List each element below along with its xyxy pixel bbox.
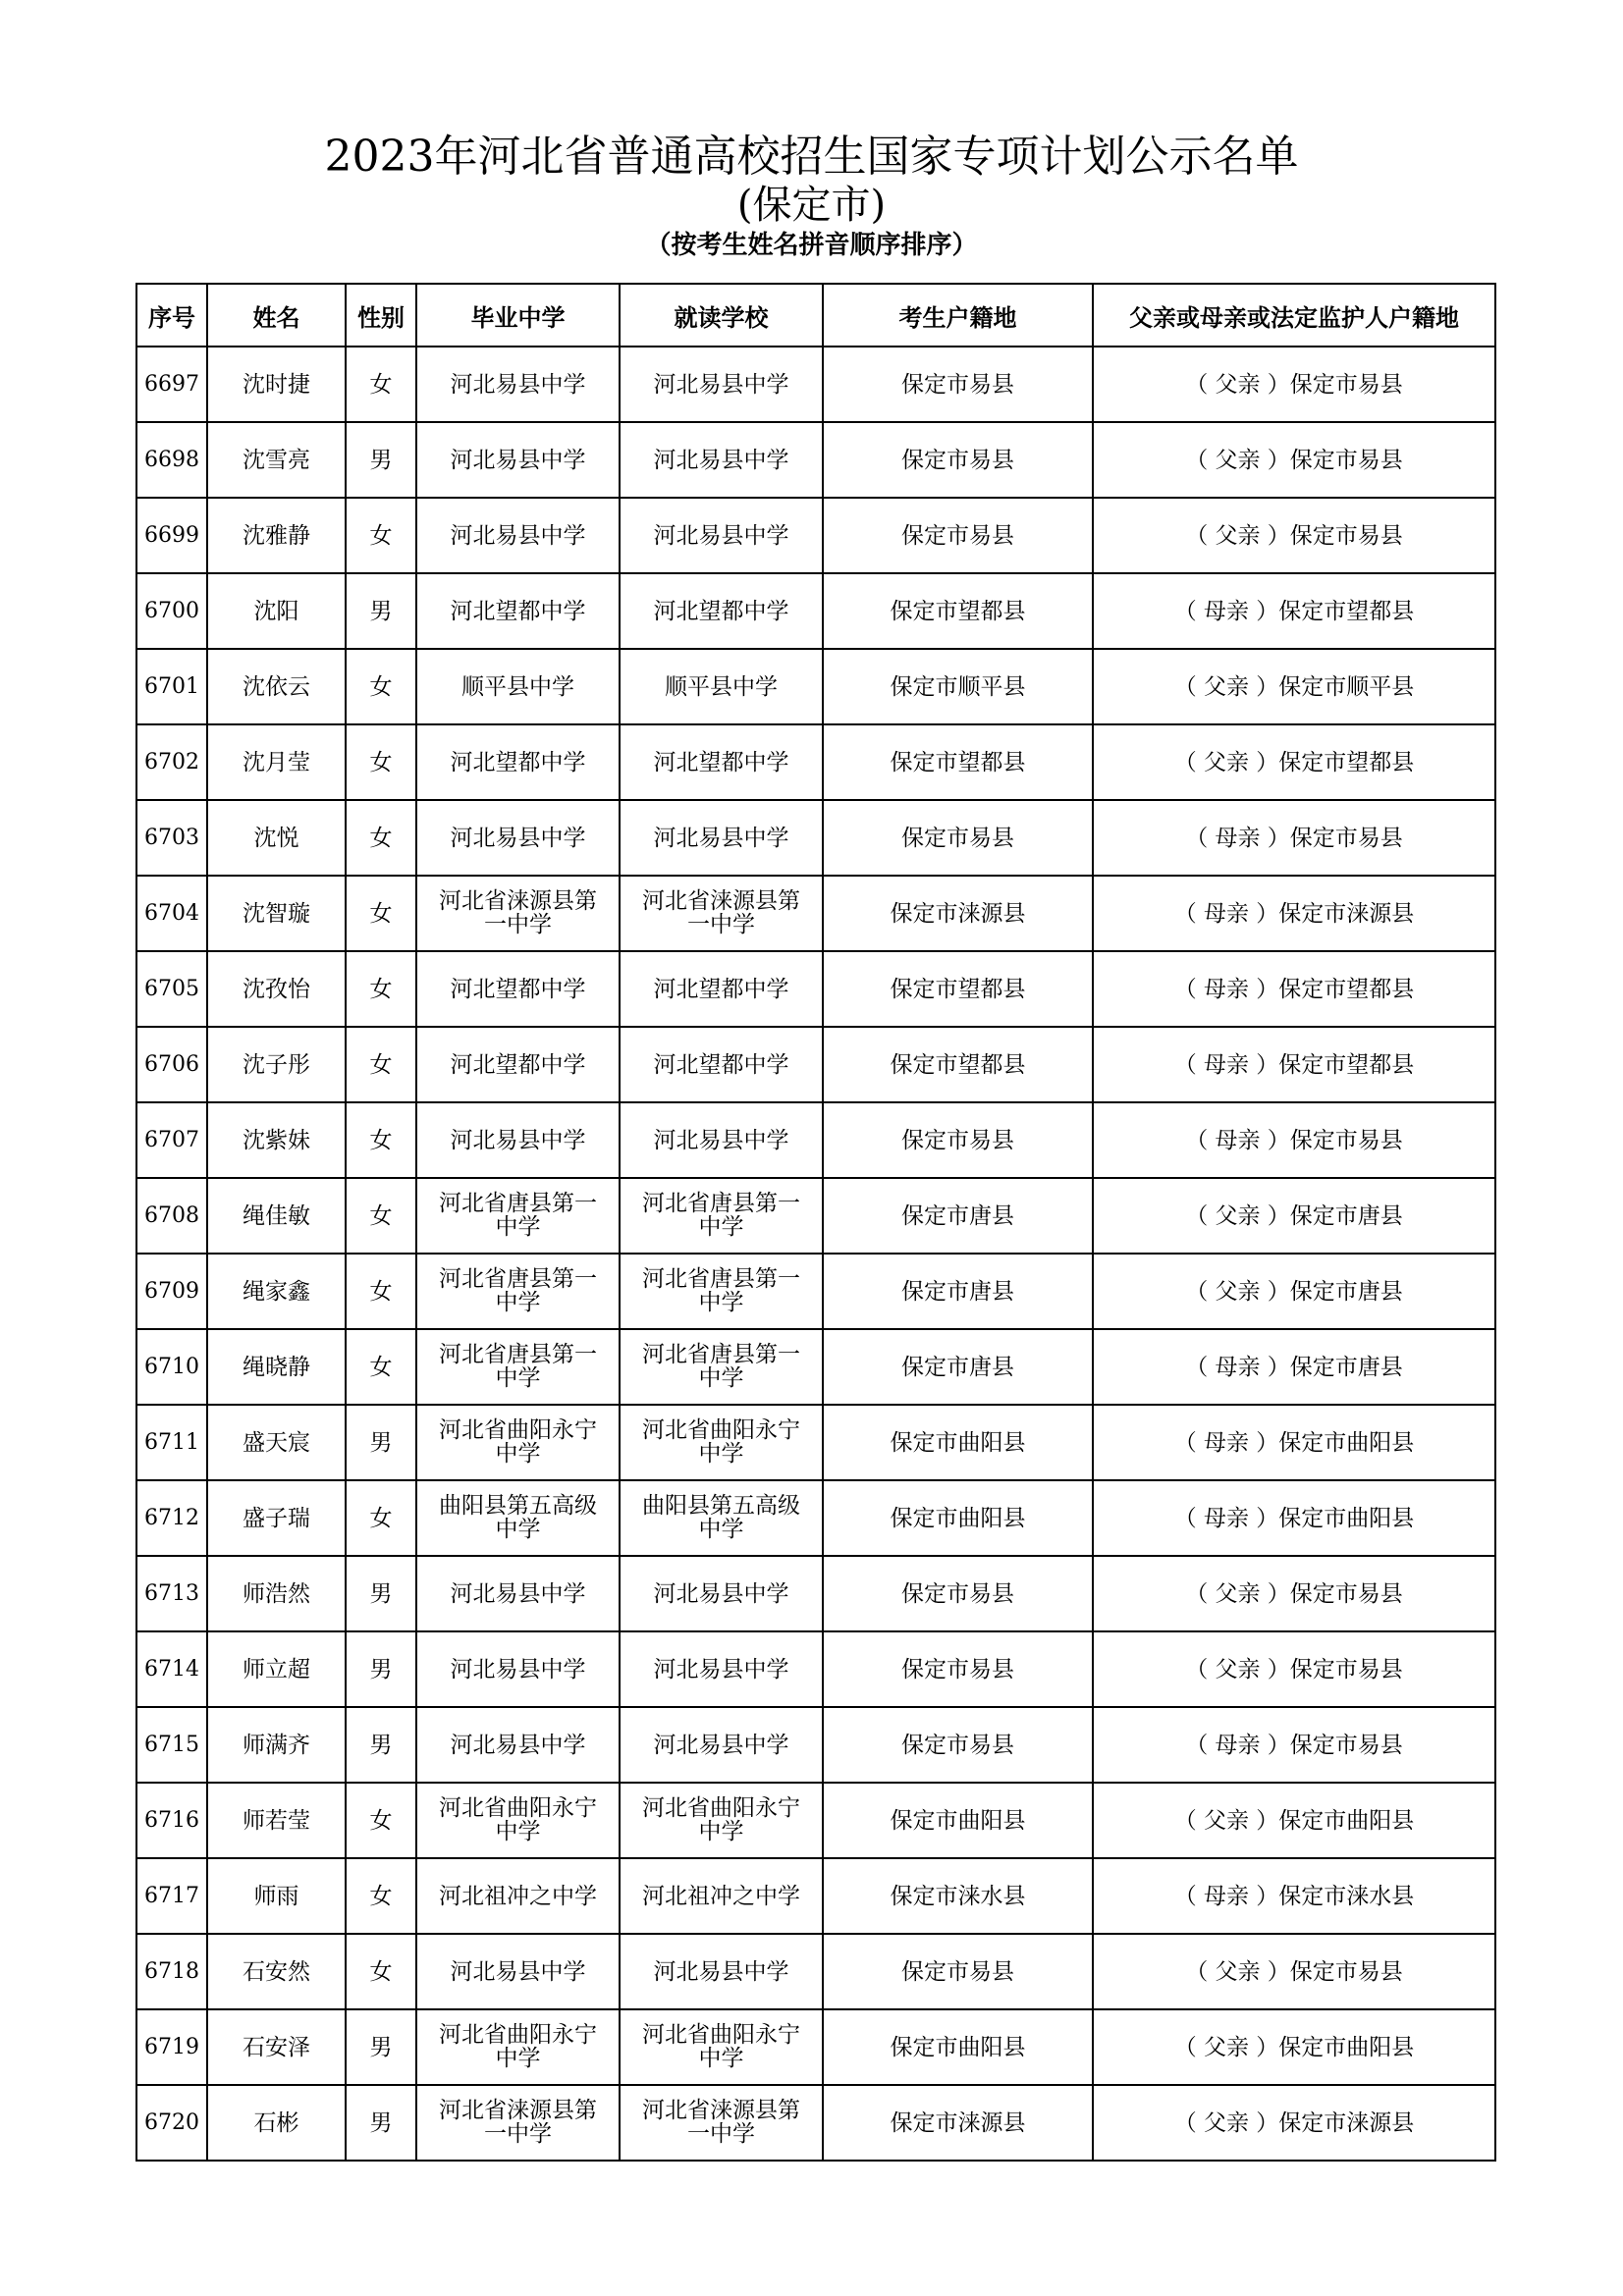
- cell-graduated-school-text: 曲阳县第五高级中学: [439, 1493, 597, 1542]
- cell-current-school-text: 河北省涞源县第一中学: [642, 2098, 800, 2147]
- cell-current-school: [620, 1631, 823, 1707]
- cell-index: 6712: [136, 1480, 207, 1556]
- cell-graduated-school: [416, 1027, 620, 1102]
- cell-index: 6718: [136, 1934, 207, 2009]
- cell-gender: 男: [346, 1631, 416, 1707]
- cell-graduated-school: [416, 1556, 620, 1631]
- cell-name: 石彬: [207, 2085, 346, 2161]
- cell-graduated-school-text: 河北望都中学: [450, 749, 586, 775]
- document-title: 2023年河北省普通高校招生国家专项计划公示名单: [324, 132, 1299, 182]
- cell-gender: 女: [346, 1254, 416, 1329]
- cell-graduated-school-text: 河北省涞源县第一中学: [439, 888, 597, 937]
- cell-graduated-school: [416, 1178, 620, 1254]
- cell-graduated-school-text: 河北易县中学: [450, 447, 586, 473]
- cell-index: 6720: [136, 2085, 207, 2161]
- cell-guardian-registration: （ 父亲 ）保定市曲阳县: [1093, 2009, 1495, 2085]
- header-current-school: 就读学校: [620, 284, 823, 347]
- cell-current-school-text: 河北望都中学: [653, 976, 789, 1002]
- cell-current-school-text: 顺平县中学: [665, 673, 778, 700]
- cell-index: 6700: [136, 573, 207, 649]
- cell-household-registration: 保定市易县: [823, 347, 1093, 422]
- cell-graduated-school: [416, 724, 620, 800]
- cell-current-school-text: 河北易县中学: [653, 1127, 789, 1153]
- cell-current-school-text: 河北祖冲之中学: [642, 1883, 800, 1909]
- cell-current-school-text: 河北易县中学: [653, 1732, 789, 1758]
- cell-current-school: [620, 1178, 823, 1254]
- table-row: [136, 951, 1495, 1027]
- cell-current-school: [620, 573, 823, 649]
- cell-gender: 女: [346, 1858, 416, 1934]
- cell-current-school: [620, 1480, 823, 1556]
- header-gender: 性别: [346, 284, 416, 347]
- cell-gender: 女: [346, 1783, 416, 1858]
- cell-gender: 男: [346, 1556, 416, 1631]
- cell-guardian-registration: （ 父亲 ）保定市易县: [1093, 1934, 1495, 2009]
- cell-index: 6717: [136, 1858, 207, 1934]
- cell-current-school: [620, 1934, 823, 2009]
- cell-name: 盛天宸: [207, 1405, 346, 1480]
- cell-household-registration: 保定市唐县: [823, 1178, 1093, 1254]
- cell-household-registration: 保定市望都县: [823, 951, 1093, 1027]
- header-graduated-school: 毕业中学: [416, 284, 620, 347]
- table-row: [136, 1480, 1495, 1556]
- cell-current-school-text: 河北省曲阳永宁中学: [642, 2022, 800, 2071]
- cell-name: 盛子瑞: [207, 1480, 346, 1556]
- cell-guardian-registration: （ 母亲 ）保定市易县: [1093, 1707, 1495, 1783]
- cell-gender: 女: [346, 649, 416, 724]
- cell-name: 绳佳敏: [207, 1178, 346, 1254]
- cell-current-school-text: 河北望都中学: [653, 1051, 789, 1078]
- cell-name: 沈智璇: [207, 876, 346, 951]
- cell-household-registration: 保定市唐县: [823, 1329, 1093, 1405]
- cell-guardian-registration: （ 父亲 ）保定市曲阳县: [1093, 1783, 1495, 1858]
- cell-current-school-text: 河北易县中学: [653, 1580, 789, 1607]
- table-row: [136, 2009, 1495, 2085]
- cell-household-registration: 保定市易县: [823, 800, 1093, 876]
- table-header-row: [136, 284, 1495, 347]
- cell-current-school-text: 曲阳县第五高级中学: [642, 1493, 800, 1542]
- cell-household-registration: 保定市曲阳县: [823, 1783, 1093, 1858]
- cell-current-school: [620, 347, 823, 422]
- table-row: [136, 1329, 1495, 1405]
- cell-graduated-school: [416, 422, 620, 498]
- cell-graduated-school-text: 河北省涞源县第一中学: [439, 2098, 597, 2147]
- cell-household-registration: 保定市曲阳县: [823, 1480, 1093, 1556]
- table-row: [136, 1102, 1495, 1178]
- cell-current-school-text: 河北易县中学: [653, 447, 789, 473]
- cell-graduated-school: [416, 573, 620, 649]
- cell-guardian-registration: （ 父亲 ）保定市易县: [1093, 347, 1495, 422]
- cell-gender: 女: [346, 1480, 416, 1556]
- cell-graduated-school: [416, 347, 620, 422]
- cell-current-school-text: 河北省曲阳永宁中学: [642, 1795, 800, 1844]
- table-row: [136, 1631, 1495, 1707]
- cell-graduated-school-text: 河北易县中学: [450, 1732, 586, 1758]
- cell-current-school-text: 河北望都中学: [653, 598, 789, 624]
- cell-graduated-school-text: 河北省曲阳永宁中学: [439, 1417, 597, 1467]
- cell-graduated-school-text: 河北易县中学: [450, 522, 586, 549]
- cell-current-school: [620, 422, 823, 498]
- cell-gender: 女: [346, 1027, 416, 1102]
- cell-graduated-school-text: 河北望都中学: [450, 1051, 586, 1078]
- cell-index: 6699: [136, 498, 207, 573]
- cell-index: 6719: [136, 2009, 207, 2085]
- cell-graduated-school-text: 河北省曲阳永宁中学: [439, 1795, 597, 1844]
- header-index: 序号: [136, 284, 207, 347]
- table-row: [136, 1934, 1495, 2009]
- cell-current-school-text: 河北省唐县第一中学: [642, 1342, 800, 1391]
- cell-current-school-text: 河北省曲阳永宁中学: [642, 1417, 800, 1467]
- cell-current-school-text: 河北省涞源县第一中学: [642, 888, 800, 937]
- cell-graduated-school-text: 河北望都中学: [450, 976, 586, 1002]
- cell-current-school: [620, 951, 823, 1027]
- cell-current-school: [620, 498, 823, 573]
- table-row: [136, 876, 1495, 951]
- table-row: [136, 1556, 1495, 1631]
- header-household-registration: 考生户籍地: [823, 284, 1093, 347]
- cell-graduated-school: [416, 876, 620, 951]
- cell-name: 沈时捷: [207, 347, 346, 422]
- cell-gender: 女: [346, 1178, 416, 1254]
- cell-guardian-registration: （ 母亲 ）保定市曲阳县: [1093, 1480, 1495, 1556]
- cell-graduated-school: [416, 800, 620, 876]
- cell-guardian-registration: （ 母亲 ）保定市唐县: [1093, 1329, 1495, 1405]
- roster-table: [135, 283, 1496, 2162]
- cell-graduated-school: [416, 1631, 620, 1707]
- cell-graduated-school-text: 河北易县中学: [450, 1580, 586, 1607]
- cell-household-registration: 保定市易县: [823, 1102, 1093, 1178]
- cell-graduated-school: [416, 649, 620, 724]
- cell-gender: 男: [346, 2009, 416, 2085]
- cell-current-school-text: 河北省唐县第一中学: [642, 1266, 800, 1315]
- table-row: [136, 649, 1495, 724]
- cell-current-school: [620, 1027, 823, 1102]
- cell-name: 师浩然: [207, 1556, 346, 1631]
- cell-gender: 男: [346, 1707, 416, 1783]
- cell-graduated-school-text: 河北省曲阳永宁中学: [439, 2022, 597, 2071]
- cell-guardian-registration: （ 父亲 ）保定市易县: [1093, 498, 1495, 573]
- cell-index: 6697: [136, 347, 207, 422]
- cell-current-school: [620, 1405, 823, 1480]
- cell-index: 6704: [136, 876, 207, 951]
- cell-index: 6710: [136, 1329, 207, 1405]
- cell-household-registration: 保定市易县: [823, 1631, 1093, 1707]
- cell-graduated-school-text: 河北易县中学: [450, 825, 586, 851]
- cell-gender: 女: [346, 1329, 416, 1405]
- table-row: [136, 1858, 1495, 1934]
- cell-graduated-school: [416, 1858, 620, 1934]
- cell-current-school: [620, 800, 823, 876]
- table-body: [136, 347, 1495, 2161]
- header-guardian-registration: 父亲或母亲或法定监护人户籍地: [1093, 284, 1495, 347]
- cell-current-school: [620, 724, 823, 800]
- cell-graduated-school-text: 河北省唐县第一中学: [439, 1266, 597, 1315]
- cell-graduated-school-text: 河北易县中学: [450, 1656, 586, 1682]
- cell-guardian-registration: （ 母亲 ）保定市望都县: [1093, 951, 1495, 1027]
- cell-graduated-school: [416, 1254, 620, 1329]
- table-row: [136, 1254, 1495, 1329]
- cell-gender: 女: [346, 800, 416, 876]
- header-name: 姓名: [207, 284, 346, 347]
- cell-name: 师若莹: [207, 1783, 346, 1858]
- cell-name: 沈月莹: [207, 724, 346, 800]
- cell-index: 6707: [136, 1102, 207, 1178]
- cell-current-school-text: 河北易县中学: [653, 371, 789, 398]
- table-row: [136, 498, 1495, 573]
- cell-graduated-school-text: 河北易县中学: [450, 1127, 586, 1153]
- cell-name: 沈雪亮: [207, 422, 346, 498]
- table-row: [136, 573, 1495, 649]
- cell-index: 6708: [136, 1178, 207, 1254]
- cell-gender: 男: [346, 2085, 416, 2161]
- cell-guardian-registration: （ 父亲 ）保定市唐县: [1093, 1254, 1495, 1329]
- cell-name: 沈依云: [207, 649, 346, 724]
- cell-graduated-school-text: 河北望都中学: [450, 598, 586, 624]
- cell-index: 6716: [136, 1783, 207, 1858]
- cell-guardian-registration: （ 父亲 ）保定市顺平县: [1093, 649, 1495, 724]
- cell-index: 6701: [136, 649, 207, 724]
- cell-household-registration: 保定市涞源县: [823, 876, 1093, 951]
- cell-gender: 女: [346, 724, 416, 800]
- table-row: [136, 1405, 1495, 1480]
- cell-gender: 女: [346, 951, 416, 1027]
- cell-gender: 女: [346, 876, 416, 951]
- cell-gender: 女: [346, 498, 416, 573]
- cell-index: 6702: [136, 724, 207, 800]
- cell-household-registration: 保定市易县: [823, 1707, 1093, 1783]
- cell-guardian-registration: （ 父亲 ）保定市易县: [1093, 1631, 1495, 1707]
- cell-graduated-school: [416, 1707, 620, 1783]
- cell-guardian-registration: （ 父亲 ）保定市易县: [1093, 1556, 1495, 1631]
- cell-guardian-registration: （ 母亲 ）保定市易县: [1093, 1102, 1495, 1178]
- cell-current-school: [620, 1858, 823, 1934]
- cell-current-school: [620, 2085, 823, 2161]
- cell-guardian-registration: （ 父亲 ）保定市唐县: [1093, 1178, 1495, 1254]
- cell-household-registration: 保定市望都县: [823, 724, 1093, 800]
- table-row: [136, 1783, 1495, 1858]
- cell-current-school: [620, 1254, 823, 1329]
- table-row: [136, 800, 1495, 876]
- cell-name: 师立超: [207, 1631, 346, 1707]
- cell-graduated-school-text: 河北省唐县第一中学: [439, 1342, 597, 1391]
- cell-graduated-school: [416, 2085, 620, 2161]
- cell-gender: 女: [346, 1934, 416, 2009]
- cell-index: 6698: [136, 422, 207, 498]
- cell-household-registration: 保定市易县: [823, 1934, 1093, 2009]
- cell-name: 石安泽: [207, 2009, 346, 2085]
- cell-graduated-school: [416, 1480, 620, 1556]
- cell-graduated-school: [416, 2009, 620, 2085]
- cell-graduated-school: [416, 1405, 620, 1480]
- cell-guardian-registration: （ 父亲 ）保定市望都县: [1093, 724, 1495, 800]
- table-row: [136, 347, 1495, 422]
- cell-name: 沈雅静: [207, 498, 346, 573]
- cell-index: 6705: [136, 951, 207, 1027]
- cell-index: 6711: [136, 1405, 207, 1480]
- cell-name: 石安然: [207, 1934, 346, 2009]
- cell-index: 6715: [136, 1707, 207, 1783]
- cell-graduated-school: [416, 1934, 620, 2009]
- cell-graduated-school: [416, 1783, 620, 1858]
- table-row: [136, 1027, 1495, 1102]
- cell-household-registration: 保定市易县: [823, 498, 1093, 573]
- cell-name: 沈子彤: [207, 1027, 346, 1102]
- cell-household-registration: 保定市顺平县: [823, 649, 1093, 724]
- cell-current-school-text: 河北省唐县第一中学: [642, 1191, 800, 1240]
- cell-household-registration: 保定市易县: [823, 1556, 1093, 1631]
- cell-graduated-school: [416, 1102, 620, 1178]
- cell-index: 6714: [136, 1631, 207, 1707]
- cell-gender: 男: [346, 422, 416, 498]
- cell-current-school: [620, 1556, 823, 1631]
- cell-guardian-registration: （ 父亲 ）保定市易县: [1093, 422, 1495, 498]
- cell-current-school-text: 河北易县中学: [653, 1958, 789, 1985]
- table-row: [136, 422, 1495, 498]
- cell-current-school: [620, 876, 823, 951]
- cell-current-school: [620, 1102, 823, 1178]
- cell-guardian-registration: （ 母亲 ）保定市易县: [1093, 800, 1495, 876]
- cell-household-registration: 保定市望都县: [823, 1027, 1093, 1102]
- cell-guardian-registration: （ 母亲 ）保定市望都县: [1093, 573, 1495, 649]
- cell-index: 6706: [136, 1027, 207, 1102]
- cell-name: 师雨: [207, 1858, 346, 1934]
- cell-current-school-text: 河北易县中学: [653, 522, 789, 549]
- cell-name: 绳晓静: [207, 1329, 346, 1405]
- cell-current-school-text: 河北易县中学: [653, 825, 789, 851]
- cell-household-registration: 保定市唐县: [823, 1254, 1093, 1329]
- cell-current-school: [620, 1707, 823, 1783]
- cell-gender: 女: [346, 1102, 416, 1178]
- cell-household-registration: 保定市涞水县: [823, 1858, 1093, 1934]
- cell-graduated-school: [416, 498, 620, 573]
- sort-note: （按考生姓名拼音顺序排序）: [645, 231, 978, 260]
- cell-name: 沈阳: [207, 573, 346, 649]
- cell-name: 沈悦: [207, 800, 346, 876]
- cell-guardian-registration: （ 母亲 ）保定市曲阳县: [1093, 1405, 1495, 1480]
- cell-index: 6709: [136, 1254, 207, 1329]
- cell-gender: 男: [346, 1405, 416, 1480]
- cell-current-school: [620, 1783, 823, 1858]
- cell-graduated-school-text: 河北祖冲之中学: [439, 1883, 597, 1909]
- cell-name: 沈紫妹: [207, 1102, 346, 1178]
- cell-name: 沈孜怡: [207, 951, 346, 1027]
- cell-household-registration: 保定市曲阳县: [823, 2009, 1093, 2085]
- cell-index: 6703: [136, 800, 207, 876]
- cell-index: 6713: [136, 1556, 207, 1631]
- cell-current-school: [620, 2009, 823, 2085]
- cell-gender: 女: [346, 347, 416, 422]
- cell-current-school: [620, 1329, 823, 1405]
- cell-guardian-registration: （ 母亲 ）保定市涞水县: [1093, 1858, 1495, 1934]
- cell-graduated-school-text: 河北易县中学: [450, 371, 586, 398]
- cell-current-school: [620, 649, 823, 724]
- cell-guardian-registration: （ 母亲 ）保定市涞源县: [1093, 876, 1495, 951]
- cell-graduated-school: [416, 1329, 620, 1405]
- cell-household-registration: 保定市望都县: [823, 573, 1093, 649]
- cell-guardian-registration: （ 母亲 ）保定市望都县: [1093, 1027, 1495, 1102]
- cell-household-registration: 保定市曲阳县: [823, 1405, 1093, 1480]
- table-row: [136, 2085, 1495, 2161]
- cell-name: 绳家鑫: [207, 1254, 346, 1329]
- cell-graduated-school-text: 顺平县中学: [461, 673, 574, 700]
- cell-name: 师满齐: [207, 1707, 346, 1783]
- table-row: [136, 724, 1495, 800]
- cell-household-registration: 保定市易县: [823, 422, 1093, 498]
- cell-current-school-text: 河北望都中学: [653, 749, 789, 775]
- document-subtitle: (保定市): [736, 183, 887, 228]
- cell-guardian-registration: （ 父亲 ）保定市涞源县: [1093, 2085, 1495, 2161]
- cell-current-school-text: 河北易县中学: [653, 1656, 789, 1682]
- cell-household-registration: 保定市涞源县: [823, 2085, 1093, 2161]
- cell-graduated-school-text: 河北易县中学: [450, 1958, 586, 1985]
- cell-gender: 男: [346, 573, 416, 649]
- cell-graduated-school: [416, 951, 620, 1027]
- table-row: [136, 1707, 1495, 1783]
- table-row: [136, 1178, 1495, 1254]
- cell-graduated-school-text: 河北省唐县第一中学: [439, 1191, 597, 1240]
